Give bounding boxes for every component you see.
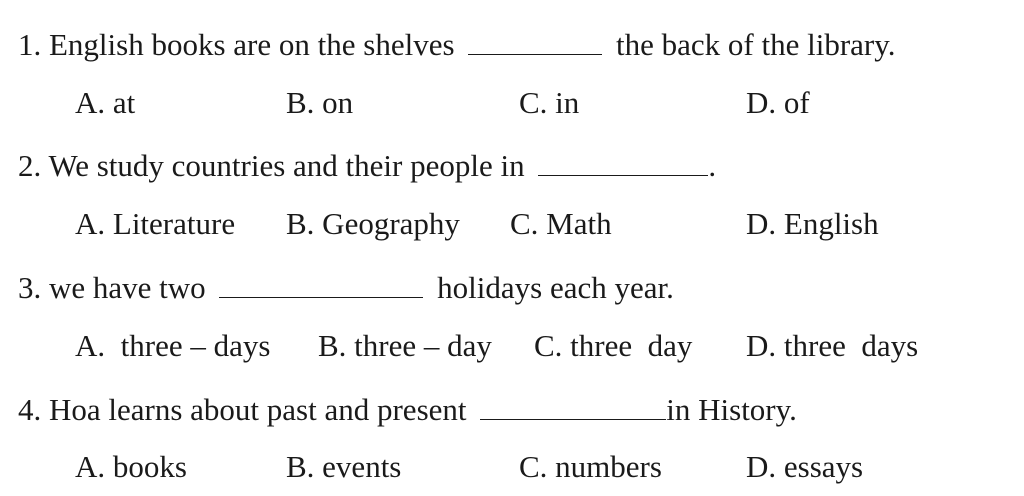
option-b: B. on — [286, 85, 354, 120]
question-text-before: Hoa learns about past and present — [49, 391, 467, 427]
question-text-after: . — [708, 147, 717, 183]
option-a: A. three – days — [75, 328, 271, 363]
option-d: D. English — [746, 206, 879, 241]
option-b: B. three – day — [318, 328, 492, 363]
option-a: A. Literature — [75, 206, 236, 241]
question-3 — [18, 269, 674, 303]
option-a: A. books — [75, 449, 187, 484]
question-4 — [18, 391, 797, 425]
option-c: C. in — [519, 85, 580, 120]
option-a: A. at — [75, 85, 136, 120]
question-text-before: we have two — [49, 269, 206, 305]
option-c: C. numbers — [519, 449, 662, 484]
option-c: C. three day — [534, 328, 693, 363]
question-1 — [18, 26, 895, 60]
option-c: C. Math — [510, 206, 612, 241]
question-text-after: the back of the library. — [616, 26, 896, 62]
question-text-before: We study countries and their people in — [48, 147, 525, 183]
answer-blank — [219, 269, 423, 298]
question-text-after: holidays each year. — [437, 269, 674, 305]
option-d: D. of — [746, 85, 810, 120]
option-b: B. Geography — [286, 206, 460, 241]
option-d: D. three days — [746, 328, 919, 363]
question-number: 1. — [18, 26, 42, 62]
answer-blank — [538, 147, 708, 176]
answer-blank — [468, 26, 602, 55]
question-number: 4. — [18, 391, 42, 427]
answer-blank — [480, 391, 666, 420]
question-number: 2. — [18, 147, 42, 183]
question-number: 3. — [18, 269, 42, 305]
question-text-before: English books are on the shelves — [49, 26, 455, 62]
question-text-after: in History. — [666, 391, 797, 427]
option-b: B. events — [286, 449, 402, 484]
option-d: D. essays — [746, 449, 864, 484]
question-2 — [18, 147, 716, 181]
